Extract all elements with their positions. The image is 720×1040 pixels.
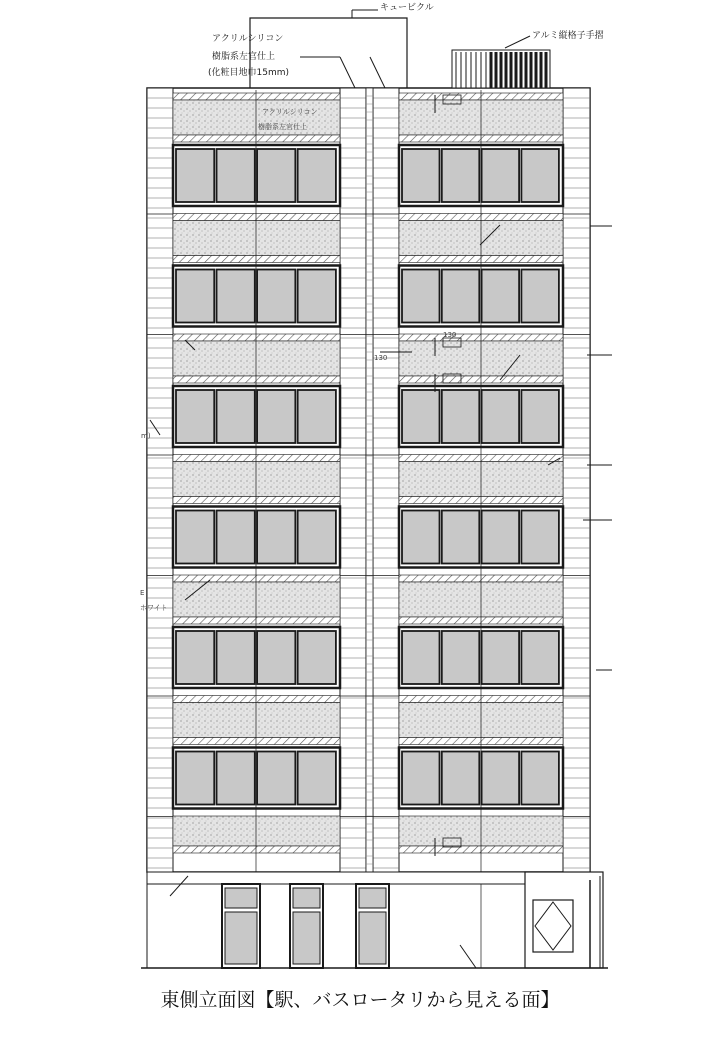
dimension-130-label: 130 <box>374 354 388 362</box>
window-pane <box>176 390 214 443</box>
equipment-box <box>533 900 573 952</box>
door-glass <box>293 912 320 964</box>
window-pane <box>298 511 336 564</box>
window-pane <box>257 631 295 684</box>
blurred-note-line1: アクリルシリコン <box>262 108 318 116</box>
window-pane <box>521 390 559 443</box>
window-pane <box>442 270 480 323</box>
blurred-note-line2: 樹脂系左官仕上 <box>258 123 307 131</box>
hatch-band <box>173 455 340 462</box>
finish-leader <box>370 57 385 88</box>
pilaster <box>563 88 590 872</box>
cubicle-label: キュービクル <box>380 3 434 13</box>
window-pane <box>257 511 295 564</box>
stucco-spandrel <box>173 816 340 846</box>
pilaster <box>373 88 399 872</box>
ground-canopy <box>147 872 590 884</box>
door-glass <box>225 888 257 908</box>
left-fragment-label-3: E <box>140 589 145 597</box>
window-pane <box>298 149 336 202</box>
window-pane <box>217 631 255 684</box>
drawing-caption: 東側立面図【駅、バスロータリから見える面】 <box>160 989 560 1011</box>
hatch-band <box>173 214 340 221</box>
window-pane <box>257 390 295 443</box>
railing-leader <box>505 36 530 48</box>
window-pane <box>442 511 480 564</box>
hatch-band <box>173 256 340 263</box>
door-glass <box>225 912 257 964</box>
window-pane <box>176 149 214 202</box>
window-pane <box>482 270 519 323</box>
stucco-spandrel <box>173 221 340 256</box>
window-pane <box>217 149 255 202</box>
hatch-band <box>173 93 340 100</box>
window-pane <box>521 752 559 805</box>
window-pane <box>257 752 295 805</box>
aluminum-railing-label: アルミ縦格子手摺 <box>532 31 604 41</box>
hatch-band <box>173 696 340 703</box>
door-glass <box>293 888 320 908</box>
hatch-band <box>173 334 340 341</box>
window-pane <box>482 631 519 684</box>
hatch-band <box>173 135 340 142</box>
window-pane <box>482 390 519 443</box>
stucco-spandrel <box>173 341 340 376</box>
window-pane <box>217 752 255 805</box>
window-pane <box>402 511 440 564</box>
window-pane <box>176 631 214 684</box>
window-pane <box>176 752 214 805</box>
window-pane <box>257 270 295 323</box>
window-pane <box>257 149 295 202</box>
window-pane <box>402 149 440 202</box>
window-pane <box>176 270 214 323</box>
pilaster <box>340 88 366 872</box>
window-pane <box>521 631 559 684</box>
window-pane <box>298 752 336 805</box>
left-fragment-label-2: ホワイト <box>140 604 168 612</box>
hatch-band <box>173 738 340 745</box>
window-pane <box>298 390 336 443</box>
building-facade <box>141 10 612 968</box>
window-pane <box>298 631 336 684</box>
window-pane <box>482 752 519 805</box>
window-pane <box>482 511 519 564</box>
stucco-spandrel <box>173 462 340 497</box>
window-pane <box>402 631 440 684</box>
window-pane <box>402 270 440 323</box>
finish-note-line2: 樹脂系左官仕上 <box>212 52 276 62</box>
hatch-band <box>173 617 340 624</box>
finish-note-line3: (化粧目地巾15mm) <box>208 68 290 78</box>
door-glass <box>359 888 386 908</box>
window-pane <box>176 511 214 564</box>
window-pane <box>402 390 440 443</box>
window-pane <box>217 390 255 443</box>
hatch-band <box>173 575 340 582</box>
hatch-band <box>173 376 340 383</box>
window-pane <box>402 752 440 805</box>
stucco-spandrel <box>173 703 340 738</box>
ground-leader <box>460 945 476 968</box>
door-glass <box>359 912 386 964</box>
window-pane <box>217 511 255 564</box>
window-pane <box>217 270 255 323</box>
window-pane <box>442 149 480 202</box>
window-pane <box>442 752 480 805</box>
window-pane <box>442 390 480 443</box>
window-pane <box>298 270 336 323</box>
hatch-band <box>173 497 340 504</box>
hatch-band <box>173 846 340 853</box>
window-pane <box>521 270 559 323</box>
window-pane <box>482 149 519 202</box>
pilaster <box>147 88 173 872</box>
dimension-tag-label: 130 <box>443 331 457 339</box>
window-pane <box>521 149 559 202</box>
left-fragment-label-1: m) <box>141 432 151 440</box>
finish-note-line1: アクリルシリコン <box>212 34 284 44</box>
window-pane <box>442 631 480 684</box>
finish-leader <box>340 57 355 88</box>
window-pane <box>521 511 559 564</box>
stucco-spandrel <box>173 582 340 617</box>
